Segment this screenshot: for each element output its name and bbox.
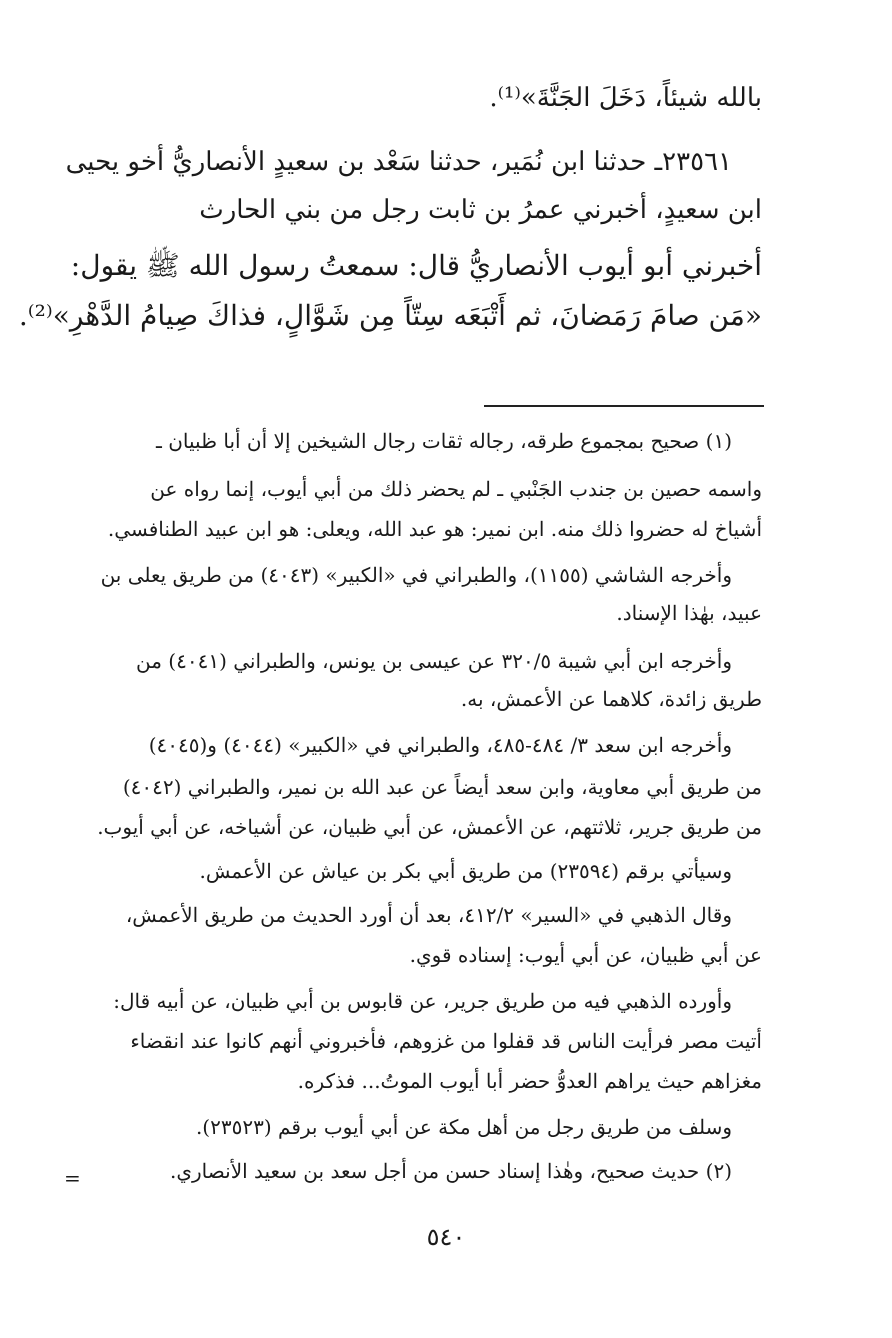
footnote-line: وقال الذهبي في «السير» ٤١٢/٢، بعد أن أورد الحديث من طريق الأعمش، [125,903,732,927]
main-text-line-1: بالله شيئاً، دَخَلَ الجَنَّةَ»⁽¹⁾. [489,83,762,113]
footnote-line: وأورده الذهبي فيه من طريق جرير، عن قابوس بن أبي ظبيان، عن أبيه قال: [113,989,732,1013]
page-number: ٥٤٠ [426,1223,466,1251]
footnote-line: وسلف من طريق رجل من أهل مكة عن أبي أيوب برقم (٢٣٥٢٣). [195,1115,732,1139]
footnote-line: أتيت مصر فرأيت الناس قد قفلوا من غزوهم، فأخبروني أنهم كانوا عند انقضاء [130,1029,762,1053]
footnote-line: وأخرجه الشاشي (١١٥٥)، والطبراني في «الكبير» (٤٠٤٣) من طريق يعلى بن [100,563,732,587]
footnote-line: وأخرجه ابن سعد ٣/ ٤٨٤-٤٨٥، والطبراني في «الكبير» (٤٠٤٤) و(٤٠٤٥) [148,733,732,757]
footnote-line: من طريق جرير، ثلاثتهم، عن الأعمش، عن أبي ظبيان، عن أشياخه، عن أبي أيوب. [97,815,762,839]
hadith-number-line: ٢٣٥٦١ـ حدثنا ابن نُمَير، حدثنا سَعْد بن سعيدٍ الأنصاريُّ أخو يحيى [65,147,732,177]
footnote-line: عبيد، بهٰذا الإسناد. [616,601,762,625]
footnote-separator [484,405,764,407]
footnote-line: من طريق أبي معاوية، وابن سعد أيضاً عن عبد الله بن نمير، والطبراني (٤٠٤٢) [122,775,762,799]
footnote-line: طريق زائدة، كلاهما عن الأعمش، به. [460,687,762,711]
footnote-line: مغزاهم حيث يراهم العدوُّ حضر أبا أيوب الموتُ... فذكره. [297,1069,762,1093]
continuation-mark: = [64,1166,81,1190]
main-text-line-3: ابن سعيدٍ، أخبرني عمرُ بن ثابت رجل من بني الحارث [199,195,762,225]
hadith-quote-line: «مَن صامَ رَمَضانَ، ثم أَتْبَعَه سِتّاً مِن شَوَّالٍ، فذاكَ صِيامُ الدَّهْرِ»⁽²⁾. [18,299,762,332]
footnote-line: واسمه حصين بن جندب الجَنْبي ـ لم يحضر ذلك من أبي أيوب، إنما رواه عن [150,477,762,501]
footnote-line: أشياخ له حضروا ذلك منه. ابن نمير: هو عبد الله، ويعلى: هو ابن عبيد الطنافسي. [107,517,762,541]
main-text-line-4: أخبرني أبو أيوب الأنصاريُّ قال: سمعتُ رسول الله ﷺ يقول: [70,249,762,282]
footnote-line: عن أبي ظبيان، عن أبي أيوب: إسناده قوي. [409,943,762,967]
footnote-line: (٢) حديث صحيح، وهٰذا إسناد حسن من أجل سعد بن سعيد الأنصاري. [170,1159,732,1183]
footnote-line: وسيأتي برقم (٢٣٥٩٤) من طريق أبي بكر بن عياش عن الأعمش. [199,859,732,883]
footnote-line: (١) صحيح بمجموع طرقه، رجاله ثقات رجال الشيخين إلا أن أبا ظبيان ـ [156,429,732,453]
footnote-line: وأخرجه ابن أبي شيبة ٣٢٠/٥ عن عيسى بن يونس، والطبراني (٤٠٤١) من [136,649,732,673]
